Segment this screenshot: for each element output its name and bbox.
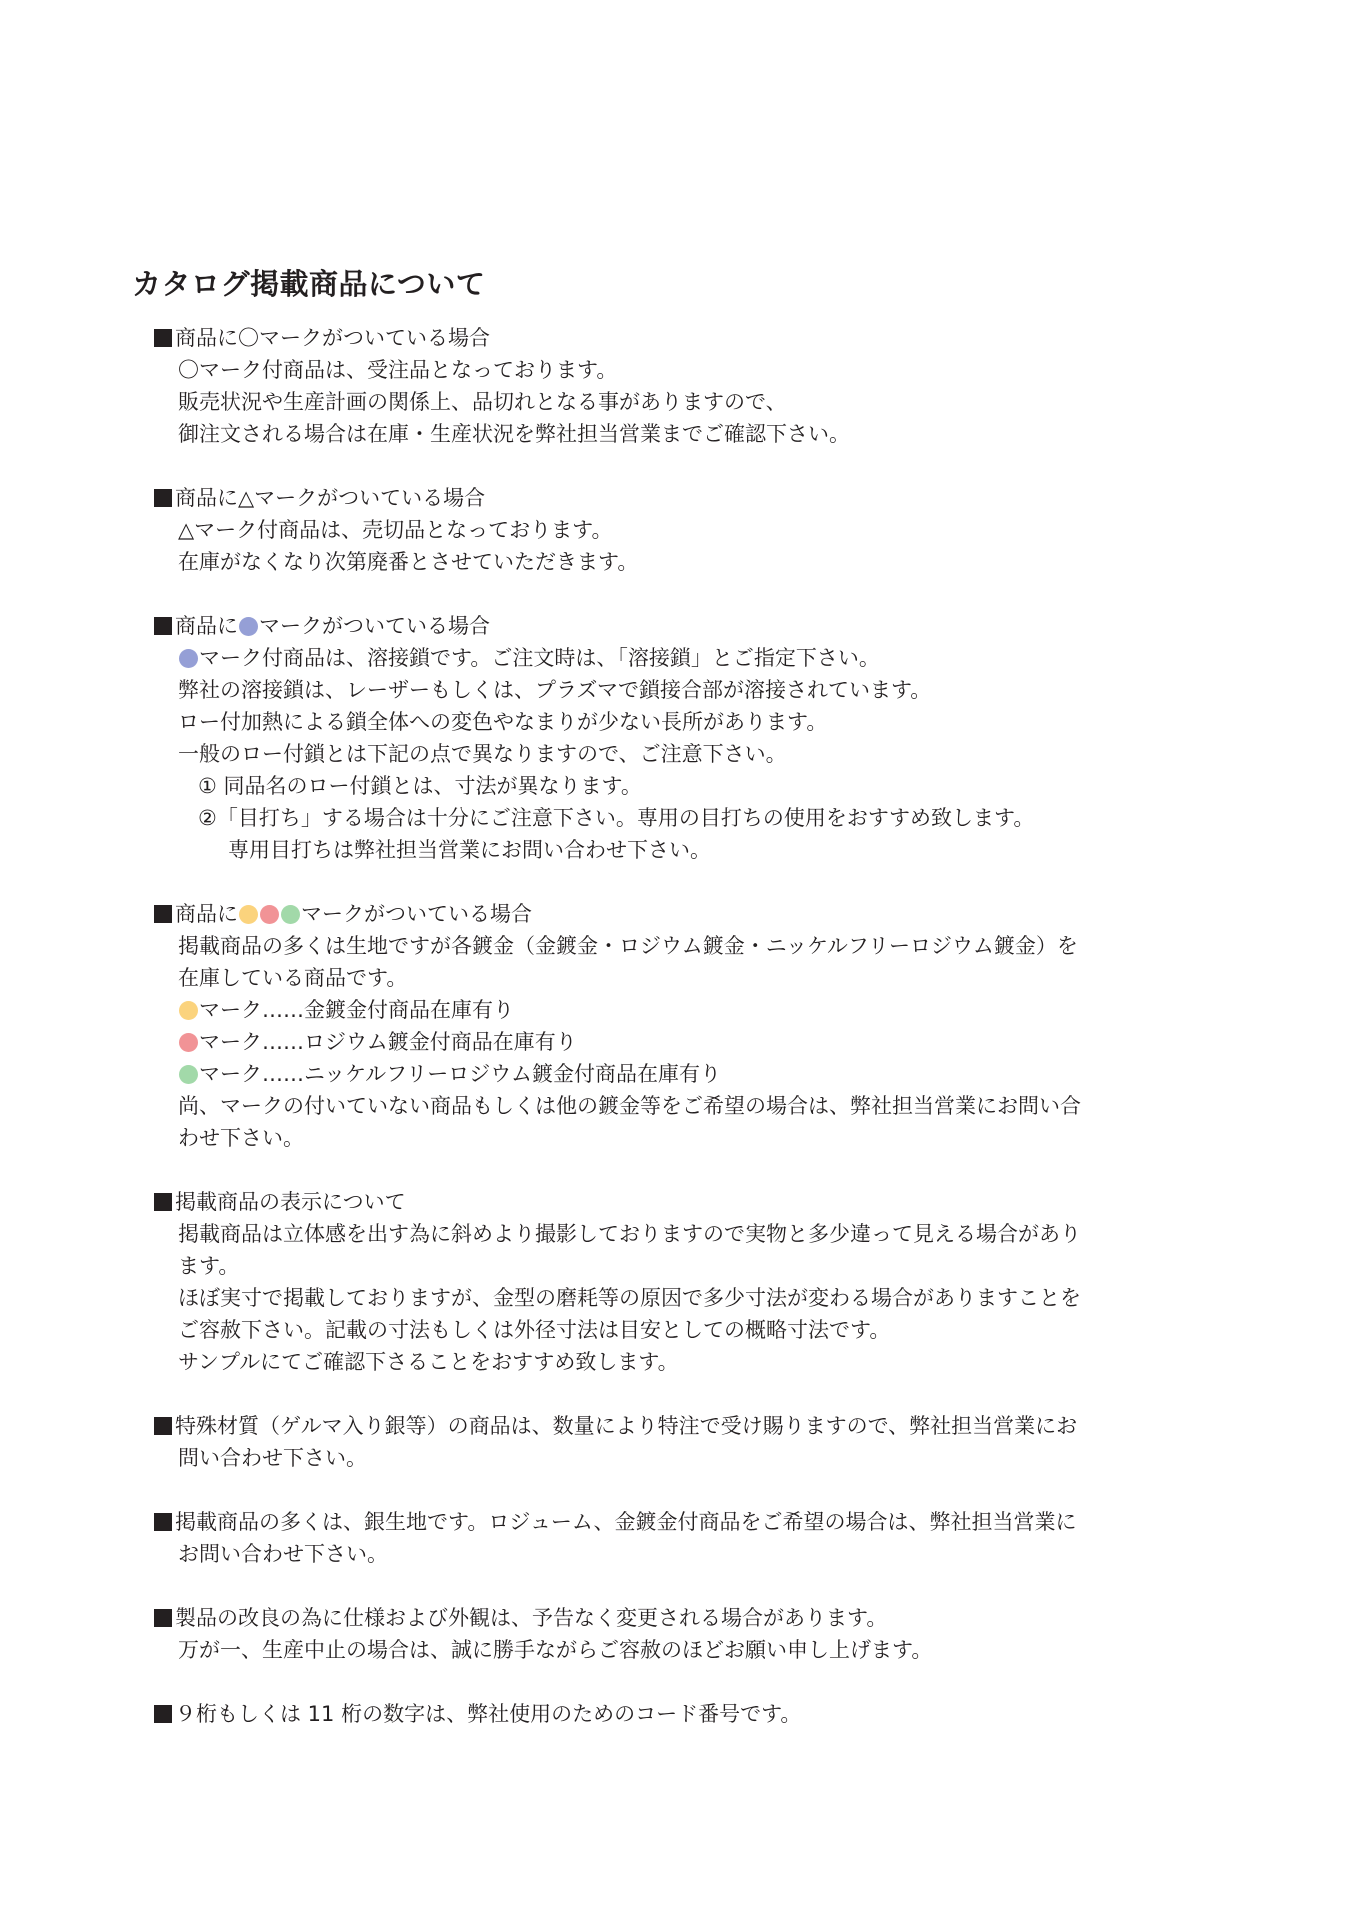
pink-dot-icon — [179, 1033, 198, 1052]
special-material-line: 問い合わせ下さい。 — [178, 1446, 367, 1470]
circle-mark-line: 御注文される場合は在庫・生産状況を弊社担当営業までご確認下さい。 — [178, 422, 850, 446]
circle-mark-line: 〇マーク付商品は、受注品となっております。 — [178, 358, 618, 382]
square-bullet-icon — [154, 489, 172, 507]
square-bullet-icon — [154, 905, 172, 923]
code-number-heading: ９桁もしくは 11 桁の数字は、弊社使用のためのコード番号です。 — [154, 1698, 801, 1730]
plating-mark-heading: 商品に マークがついている場合 — [154, 898, 532, 930]
plating-tail-line: わせ下さい。 — [178, 1126, 304, 1150]
improvement-heading: 製品の改良の為に仕様および外観は、予告なく変更される場合があります。 — [154, 1602, 887, 1634]
blue-mark-line: マーク付商品は、溶接鎖です。ご注文時は、「溶接鎖」とご指定下さい。 — [178, 642, 880, 674]
improvement-line: 万が一、生産中止の場合は、誠に勝手ながらご容赦のほどお願い申し上げます。 — [178, 1638, 933, 1662]
special-material-heading: 特殊材質（ゲルマ入り銀等）の商品は、数量により特注で受け賜りますので、弊社担当営業にお — [154, 1410, 1077, 1442]
plating-pink-line: マーク……ロジウム鍍金付商品在庫有り — [178, 1026, 577, 1058]
square-bullet-icon — [154, 1417, 172, 1435]
green-dot-icon — [281, 905, 300, 924]
silver-base-line: お問い合わせ下さい。 — [178, 1542, 388, 1566]
page-title: カタログ掲載商品について — [132, 267, 486, 301]
triangle-mark-line: △マーク付商品は、売切品となっております。 — [178, 518, 613, 542]
yellow-dot-icon — [239, 905, 258, 924]
display-line: ます。 — [178, 1254, 240, 1278]
yellow-dot-icon — [179, 1001, 198, 1020]
display-line: サンプルにてご確認下さることをおすすめ致します。 — [178, 1350, 679, 1374]
green-dot-icon — [179, 1065, 198, 1084]
plating-yellow-line: マーク……金鍍金付商品在庫有り — [178, 994, 514, 1026]
blue-mark-note-cont: 専用目打ちは弊社担当営業にお問い合わせ下さい。 — [228, 838, 711, 862]
blue-mark-line: 弊社の溶接鎖は、レーザーもしくは、プラズマで鎖接合部が溶接されています。 — [178, 678, 932, 702]
circle-mark-heading: 商品に〇マークがついている場合 — [154, 322, 490, 354]
pink-dot-icon — [260, 905, 279, 924]
blue-mark-note: ① 同品名のロー付鎖とは、寸法が異なります。 — [198, 774, 642, 798]
square-bullet-icon — [154, 1513, 172, 1531]
display-line: ご容赦下さい。記載の寸法もしくは外径寸法は目安としての概略寸法です。 — [178, 1318, 891, 1342]
blue-dot-icon — [239, 617, 258, 636]
plating-line: 在庫している商品です。 — [178, 966, 408, 990]
circle-mark-line: 販売状況や生産計画の関係上、品切れとなる事がありますので、 — [178, 390, 787, 414]
plating-line: 掲載商品の多くは生地ですが各鍍金（金鍍金・ロジウム鍍金・ニッケルフリーロジウム鍍金）を — [178, 934, 1078, 958]
square-bullet-icon — [154, 329, 172, 347]
blue-mark-heading: 商品に マークがついている場合 — [154, 610, 490, 642]
triangle-mark-heading: 商品に△マークがついている場合 — [154, 482, 485, 514]
blue-dot-icon — [179, 649, 198, 668]
triangle-mark-line: 在庫がなくなり次第廃番とさせていただきます。 — [178, 550, 639, 574]
square-bullet-icon — [154, 1193, 172, 1211]
silver-base-heading: 掲載商品の多くは、銀生地です。ロジューム、金鍍金付商品をご希望の場合は、弊社担当営業に — [154, 1506, 1077, 1538]
plating-tail-line: 尚、マークの付いていない商品もしくは他の鍍金等をご希望の場合は、弊社担当営業にお問い合 — [178, 1094, 1081, 1118]
display-line: 掲載商品は立体感を出す為に斜めより撮影しておりますので実物と多少違って見える場合があり — [178, 1222, 1081, 1246]
blue-mark-line: ロー付加熱による鎖全体への変色やなまりが少ない長所があります。 — [178, 710, 828, 734]
display-heading: 掲載商品の表示について — [154, 1186, 406, 1218]
blue-mark-note: ②「目打ち」する場合は十分にご注意下さい。専用の目打ちの使用をおすすめ致します。 — [198, 806, 1035, 830]
blue-mark-line: 一般のロー付鎖とは下記の点で異なりますので、ご注意下さい。 — [178, 742, 787, 766]
plating-green-line: マーク……ニッケルフリーロジウム鍍金付商品在庫有り — [178, 1058, 721, 1090]
square-bullet-icon — [154, 1609, 172, 1627]
display-line: ほぼ実寸で掲載しておりますが、金型の磨耗等の原因で多少寸法が変わる場合がありますことを — [178, 1286, 1081, 1310]
square-bullet-icon — [154, 1705, 172, 1723]
square-bullet-icon — [154, 617, 172, 635]
